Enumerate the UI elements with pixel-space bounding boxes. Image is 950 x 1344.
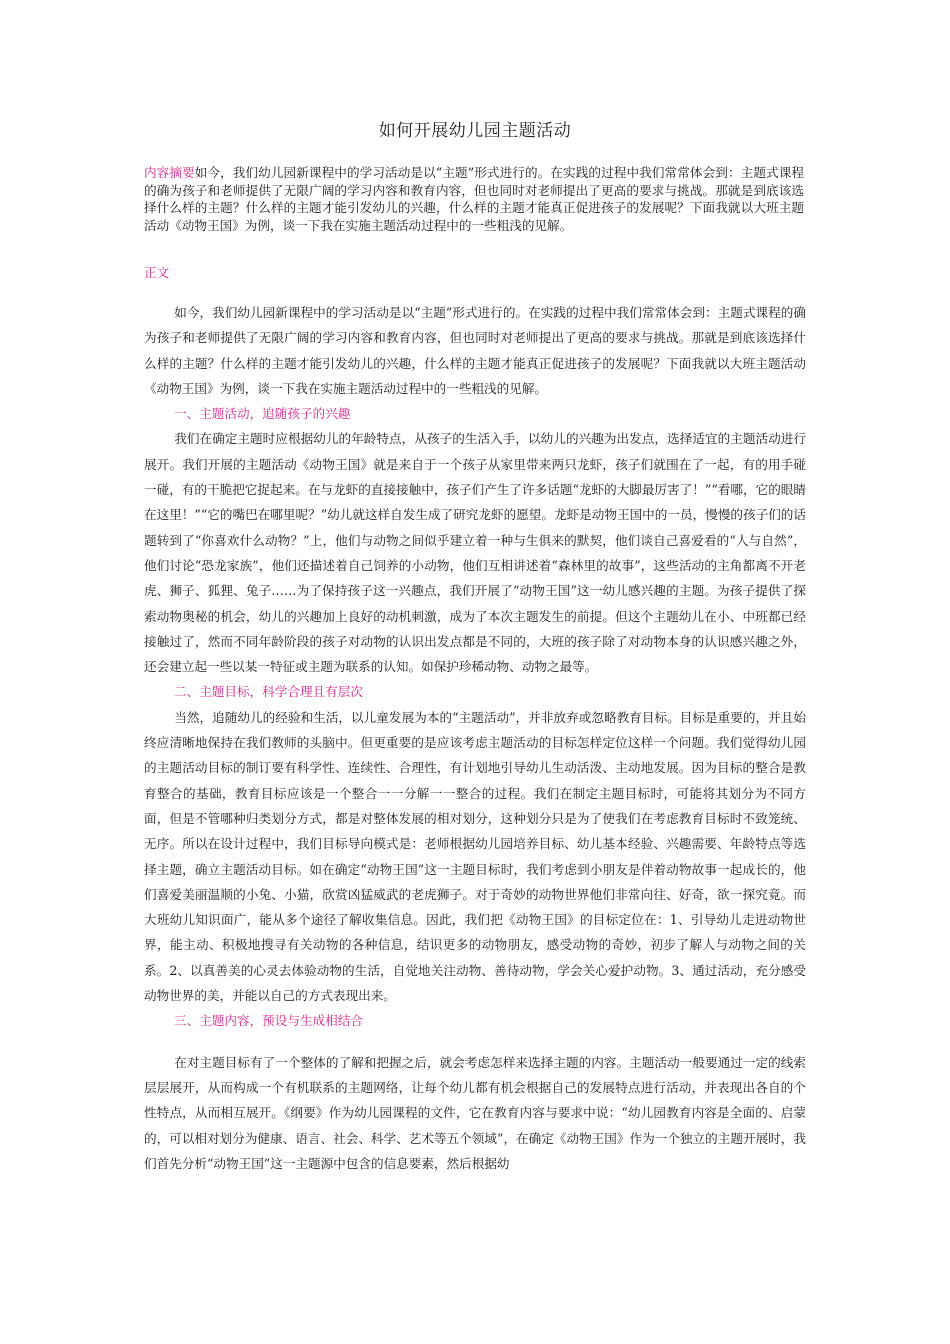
section-paragraph-2: 当然，追随幼儿的经验和生活，以儿童发展为本的“主题活动”，并非放弃或忽略教育目标。目标是重要的，并且始终应清晰地保持在我们教师的头脑中。但更重要的是应该考虑主题活动的目标怎样定位这样一个问题。我们觉得幼儿园的主题活动目标的制订要有科学性、连续性、合理性，有计划地引导幼儿生动活泼、主动地发展。因为目标的整合是教育整合的基础，教育目标应该是一个整合一一分解一一整合的过程。我们在制定主题目标时，可能将其划分为不同方面，但是不管哪种归类划分方式，都是对整体发展的相对划分，这种划分只是为了使我们在考虑教育目标时不致笼统、无序。所以在设计过程中，我们目标导向模式是：老师根据幼儿园培养目标、幼儿基本经验、兴趣需要、年龄特点等选择主题，确立主题活动目标。如在确定“动物王国”这一主题目标时，我们考虑到小朋友是伴着动物故事一起成长的，他们喜爱美丽温顺的小兔、小猫，欣赏凶猛威武的老虎狮子。对于奇妙的动物世界他们非常向往、好奇，欲一探究竟。而大班幼儿知识面广，能从多个途径了解收集信息。因此，我们把《动物王国》的目标定位在：1、引导幼儿走进动物世界，能主动、积极地搜寻有关动物的各种信息，结识更多的动物朋友，感受动物的奇妙，初步了解人与动物之间的关系。2、以真善美的心灵去体验动物的生活，自觉地关注动物、善待动物，学会关心爱护动物。3、通过活动，充分感受动物世界的美，并能以自己的方式表现出来。 [144,709,806,1004]
body-content [144,300,806,1176]
section-paragraph-3: 在对主题目标有了一个整体的了解和把握之后，就会考虑怎样来选择主题的内容。主题活动一般要通过一定的线索层层展开，从而构成一个有机联系的主题网络，让每个幼儿都有机会根据自己的发展特点进行活动，并表现出各自的个性特点，从而相互展开。《纲要》作为幼儿园课程的文件，它在教育内容与要求中说：“幼儿园教育内容是全面的、启蒙的，可以相对划分为健康、语言、社会、科学、艺术等五个领域”，在确定《动物王国》作为一个独立的主题开展时，我们首先分析“动物王国”这一主题源中包含的信息要素，然后根据幼 [144,1054,806,1171]
intro-paragraph: 如今，我们幼儿园新课程中的学习活动是以“主题”形式进行的。在实践的过程中我们常常体会到：主题式课程的确为孩子和老师提供了无限广阔的学习内容和教育内容，但也同时对老师提出了更高的要求与挑战。那就是到底该选择什么样的主题？什么样的主题才能引发幼儿的兴趣，什么样的主题才能真正促进孩子的发展呢？下面我就以大班主题活动《动物王国》为例，谈一下我在实施主题活动过程中的一些粗浅的见解。 [144,305,806,396]
section-heading-2: 二、主题目标，科学合理且有层次 [174,684,363,700]
document-title: 如何开展幼儿园主题活动 [378,121,572,141]
section-heading-1: 一、主题活动，追随孩子的兴趣 [174,406,351,422]
section-heading-3: 三、主题内容，预设与生成相结合 [174,1013,363,1029]
abstract-paragraph [144,164,804,234]
abstract-text: 如今，我们幼儿园新课程中的学习活动是以“主题”形式进行的。在实践的过程中我们常常体会到：主题式课程的确为孩子和老师提供了无限广阔的学习内容和教育内容，但也同时对老师提出了更高的要求与挑战。那就是到底该选择什么样的主题？什么样的主题才能引发幼儿的兴趣，什么样的主题才能真正促进孩子的发展呢？下面我就以大班主题活动《动物王国》为例，谈一下我在实施主题活动过程中的一些粗浅的见解。 [144,165,804,233]
spacer [144,1034,806,1050]
body-label: 正文 [144,265,170,280]
abstract-label: 内容摘要 [144,165,195,180]
section-paragraph-1: 我们在确定主题时应根据幼儿的年龄特点，从孩子的生活入手，以幼儿的兴趣为出发点，选择适宜的主题活动进行展开。我们开展的主题活动《动物王国》就是来自于一个孩子从家里带来两只龙虾，孩子们就围在了一起，有的用手碰一碰，有的干脆把它捉起来。在与龙虾的直接接触中，孩子们产生了许多话题“龙虾的大脚最厉害了！”“看哪，它的眼睛在这里！”“它的嘴巴在哪里呢？”幼儿就这样自发生成了研究龙虾的愿望。龙虾是动物王国中的一员，慢慢的孩子们的话题转到了“你喜欢什么动物？”上，他们与动物之间似乎建立着一种与生俱来的默契，他们谈自己喜爱看的“人与自然”，他们讨论“恐龙家族”，他们还描述着自己饲养的小动物，他们互相讲述着“森林里的故事”，这些活动的主角都离不开老虎、狮子、狐狸、兔子……为了保持孩子这一兴趣点，我们开展了“动物王国”这一幼儿感兴趣的主题。为孩子提供了探索动物奥秘的机会，幼儿的兴趣加上良好的动机刺激，成为了本次主题发生的前提。但这个主题幼儿在小、中班都已经接触过了，然而不同年龄阶段的孩子对动物的认识出发点都是不同的，大班的孩子除了对动物本身的认识感兴趣之外，还会建立起一些以某一特征或主题为联系的认知。如保护珍稀动物、动物之最等。 [144,431,806,675]
